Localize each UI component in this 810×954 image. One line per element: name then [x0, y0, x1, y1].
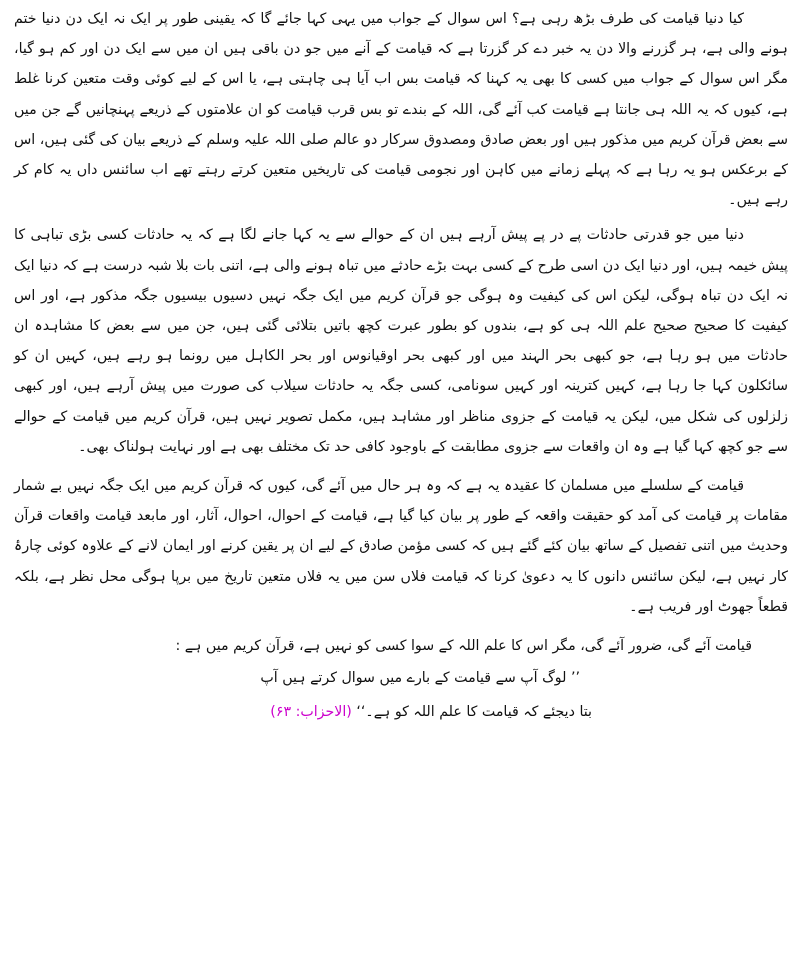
paragraph-3: قیامت کے سلسلے میں مسلمان کا عقیدہ یہ ہے کہ وہ ہر حال میں آئے گی، کیوں کہ قرآن کریم میں ایک جگہ نہیں بے شمار مقامات پر قیامت کی آمد کو حقیقت واقعہ کے طور پر بیان کیا گیا ہے، قیامت کے احوال، احوال، آثار، اور مابعد قیامت واقعات قرآن وحدیث میں اتنی تفصیل کے ساتھ بیان کئے گئے ہیں کہ کسی مؤمن صادق کے لیے ان پر یقین کرنے اور ایمان لانے کے علاوہ کوئی چارۂ کار نہیں ہے، لیکن سائنس دانوں کا یہ دعویٰ کرنا کہ قیامت فلاں سن میں یہ فلاں متعین تاریخ میں برپا ہوگی محل نظر ہے، بلکہ قطعاً جھوٹ اور فریب ہے۔ [14, 478, 788, 615]
paragraph-1: کیا دنیا قیامت کی طرف بڑھ رہی ہے؟ اس سوال کے جواب میں یہی کہا جائے گا کہ یقینی طور پر ایک نہ ایک دن دنیا ختم ہونے والی ہے، ہر گزرنے والا دن یہ خبر دے کر گزرتا ہے کہ قیامت کے آنے میں جو دن باقی ہیں ان میں سے ایک دن اور کم ہو گیا، مگر اس سوال کے جواب میں کسی کا بھی یہ کہنا کہ قیامت بس اب آیا ہی چاہتی ہے، یا اس کے لیے کوئی وقت متعین کرنا غلط ہے، کیوں کہ یہ اللہ ہی جانتا ہے قیامت کب آئے گی، اللہ کے بندے تو بس قرب قیامت کو ان علامتوں کے ذریعے پہنچانیں گے جن میں سے بعض قرآن کریم میں مذکور ہیں اور بعض صادق ومصدوق سرکار دو عالم صلی اللہ علیہ وسلم کے ذریعے بیان کی گئی ہیں، اس کے برعکس ہو یہ رہا ہے کہ پہلے زمانے میں کاہن اور نجومی قیامت کی تاریخیں متعین کرتے رہتے تھے اب سائنس داں یہ کام کر رہے ہیں۔ [13, 11, 788, 209]
quote-line-2 [14, 695, 788, 729]
quote-intro-line: قیامت آئے گی، ضرور آئے گی، مگر اس کا علم اللہ کے سوا کسی کو نہیں ہے، قرآن کریم میں ہے : [175, 638, 752, 655]
quote-line-1: ’’ لوگ آپ سے قیامت کے بارے میں سوال کرتے ہیں آپ [260, 670, 580, 687]
paragraph-2: دنیا میں جو قدرتی حادثات پے در پے پیش آرہے ہیں ان کے حوالے سے یہ کہا جانے لگا ہے کہ یہ حادثات کسی بڑی تباہی کا پیش خیمہ ہیں، اور دنیا ایک دن اسی طرح کے کسی بہت بڑے حادثے میں تباہ ہونے والی ہے، اتنی بات بلا شبہ درست ہے کہ دنیا ایک نہ ایک دن تباہ ہوگی، لیکن اس کی کیفیت وہ ہوگی جو قرآن کریم میں ایک جگہ نہیں دسیوں بیسیوں جگہ مذکور ہے، اور اس کیفیت کا صحیح صحیح علم اللہ ہی کو ہے، بندوں کو بطور عبرت کچھ باتیں بتلائی گئی ہیں، جن میں سے بعض کا مشاہدہ ان حادثات میں ہو رہا ہے، جو کبھی بحر الہند میں اور کبھی بحر اوقیانوس اور بحر الکاہل میں رونما ہو رہے ہیں، کہیں ان کو سائکلون کہا جا رہا ہے، کہیں کترینہ اور کہیں سونامی، کسی جگہ یہ حادثات سیلاب کی صورت میں پیش آرہے ہیں، اور کبھی زلزلوں کی شکل میں، لیکن یہ قیامت کے جزوی مناظر اور مشاہد ہیں، مکمل تصویر نہیں ہیں، قرآن کریم میں قیامت کے حوالے سے جو کچھ کہا گیا ہے وہ ان واقعات سے جزوی مطابقت کے باوجود کافی حد تک مختلف بھی ہے اور نہایت ہولناک بھی۔ [14, 227, 788, 455]
quote-line-2-text: بتا دیجئے کہ قیامت کا علم اللہ کو ہے۔‘‘ [356, 704, 592, 721]
quran-reference: (الاحزاب: ۶۳) [270, 704, 352, 721]
